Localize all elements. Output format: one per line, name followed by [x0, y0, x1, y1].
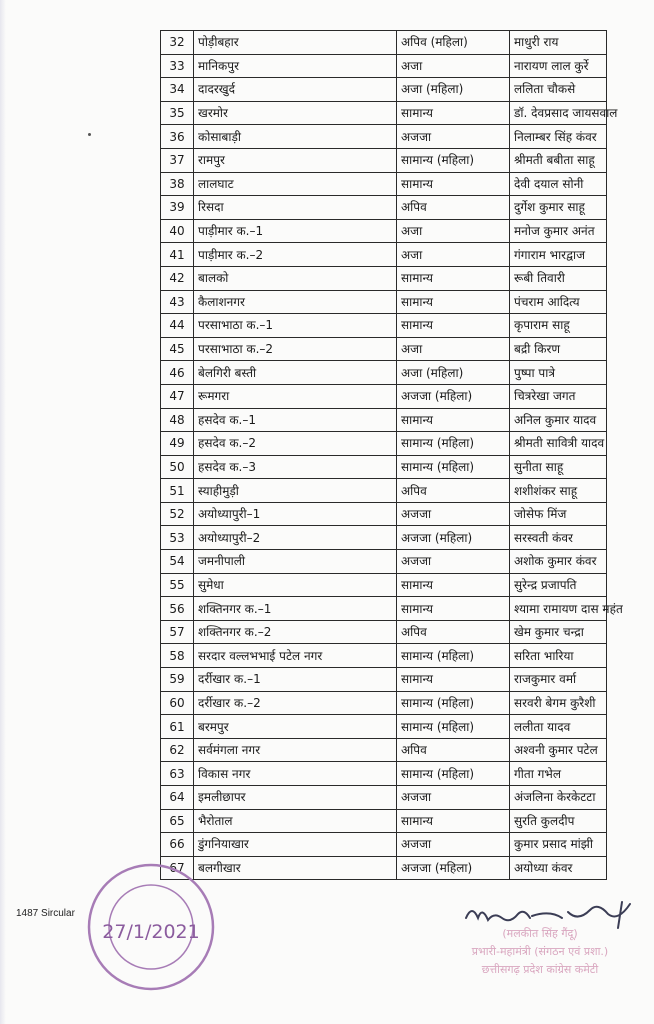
ward-name-cell: अयोध्यापुरी–1	[194, 502, 397, 526]
candidate-name-cell: मनोज कुमार अनंत	[510, 219, 607, 243]
reservation-category-cell: अपिव	[397, 620, 510, 644]
reservation-category-cell: सामान्य (महिला)	[397, 432, 510, 456]
ward-reservation-table	[160, 30, 623, 880]
candidate-name-cell: कुमार प्रसाद मांझी	[510, 833, 607, 857]
reservation-category-cell: अजा (महिला)	[397, 361, 510, 385]
stray-mark	[88, 133, 91, 136]
serial-number-cell: 33	[161, 54, 194, 78]
table-body	[161, 31, 623, 880]
ward-name-cell: दर्रीखार क.–1	[194, 668, 397, 692]
serial-number-cell: 49	[161, 432, 194, 456]
table-row	[161, 172, 607, 196]
candidate-name-cell: श्यामा रामायण दास महंत	[510, 597, 607, 621]
candidate-name-cell: खेम कुमार चन्द्रा	[510, 620, 607, 644]
document-reference-note: 1487 Sircular	[16, 908, 75, 919]
candidate-name-cell: सुरति कुलदीप	[510, 809, 607, 833]
candidate-name-cell: पुष्पा पात्रे	[510, 361, 607, 385]
table-row	[161, 715, 607, 739]
serial-number-cell: 43	[161, 290, 194, 314]
candidate-name-cell: जोसेफ मिंज	[510, 502, 607, 526]
serial-number-cell: 61	[161, 715, 194, 739]
ward-name-cell: हसदेव क.–2	[194, 432, 397, 456]
serial-number-cell: 46	[161, 361, 194, 385]
table-row	[161, 54, 607, 78]
ward-name-cell: डुंगनियाखार	[194, 833, 397, 857]
ward-name-cell: कैलाशनगर	[194, 290, 397, 314]
table-row	[161, 432, 607, 456]
ward-name-cell: बालको	[194, 266, 397, 290]
reservation-category-cell: सामान्य	[397, 101, 510, 125]
table-row	[161, 384, 607, 408]
reservation-category-cell: अजा	[397, 54, 510, 78]
candidate-name-cell: सरवरी बेगम कुरैशी	[510, 691, 607, 715]
serial-number-cell: 58	[161, 644, 194, 668]
reservation-category-cell: सामान्य	[397, 266, 510, 290]
table-row	[161, 691, 607, 715]
serial-number-cell: 39	[161, 196, 194, 220]
table-row	[161, 361, 607, 385]
serial-number-cell: 41	[161, 243, 194, 267]
reservation-category-cell: सामान्य (महिला)	[397, 691, 510, 715]
table-row	[161, 526, 607, 550]
ward-name-cell: बेलगिरी बस्ती	[194, 361, 397, 385]
table-row	[161, 856, 607, 880]
ward-name-cell: रूमगरा	[194, 384, 397, 408]
candidate-name-cell: चित्ररेखा जगत	[510, 384, 607, 408]
candidate-name-cell: शशीशंकर साहू	[510, 479, 607, 503]
table-row	[161, 597, 607, 621]
serial-number-cell: 56	[161, 597, 194, 621]
table-row	[161, 148, 607, 172]
table-row	[161, 196, 607, 220]
reservation-category-cell: अजजा	[397, 833, 510, 857]
signatory-designation: प्रभारी-महामंत्री (संगठन एवं प्रशा.)	[471, 945, 609, 958]
candidate-name-cell: गंगाराम भारद्वाज	[510, 243, 607, 267]
ward-name-cell: हसदेव क.–1	[194, 408, 397, 432]
reservation-category-cell: अजजा (महिला)	[397, 856, 510, 880]
reservation-category-cell: अजा	[397, 243, 510, 267]
reservation-category-cell: सामान्य	[397, 573, 510, 597]
reservation-category-cell: अजजा (महिला)	[397, 384, 510, 408]
serial-number-cell: 36	[161, 125, 194, 149]
ward-name-cell: सुमेधा	[194, 573, 397, 597]
ward-name-cell: पाड़ीमार क.–2	[194, 243, 397, 267]
ward-name-cell: जमनीपाली	[194, 550, 397, 574]
serial-number-cell: 65	[161, 809, 194, 833]
serial-number-cell: 52	[161, 502, 194, 526]
candidate-name-cell: अश्वनी कुमार पटेल	[510, 738, 607, 762]
reservation-category-cell: अजजा	[397, 786, 510, 810]
reservation-category-cell: सामान्य (महिला)	[397, 455, 510, 479]
serial-number-cell: 44	[161, 314, 194, 338]
candidate-name-cell: कृपाराम साहू	[510, 314, 607, 338]
table-row	[161, 219, 607, 243]
candidate-name-cell: नारायण लाल कुर्रे	[510, 54, 607, 78]
candidate-name-cell: रूबी तिवारी	[510, 266, 607, 290]
reservation-category-cell: अपिव	[397, 479, 510, 503]
serial-number-cell: 38	[161, 172, 194, 196]
ward-name-cell: दर्रीखार क.–2	[194, 691, 397, 715]
candidate-name-cell: अनिल कुमार यादव	[510, 408, 607, 432]
reservation-category-cell: अपिव	[397, 196, 510, 220]
table-row	[161, 502, 607, 526]
candidate-name-cell: निलाम्बर सिंह कंवर	[510, 125, 607, 149]
serial-number-cell: 67	[161, 856, 194, 880]
reservation-category-cell: अपिव	[397, 738, 510, 762]
serial-number-cell: 34	[161, 78, 194, 102]
ward-name-cell: सर्वमंगला नगर	[194, 738, 397, 762]
table-row	[161, 78, 607, 102]
reservation-category-cell: सामान्य	[397, 172, 510, 196]
serial-number-cell: 54	[161, 550, 194, 574]
table-row	[161, 809, 607, 833]
ward-name-cell: भैरोताल	[194, 809, 397, 833]
candidate-name-cell: गीता गभेल	[510, 762, 607, 786]
signatory-name: (मलकीत सिंह गैंदू)	[502, 927, 578, 940]
reservation-category-cell: अजजा	[397, 550, 510, 574]
serial-number-cell: 45	[161, 337, 194, 361]
candidate-name-cell: सरस्वती कंवर	[510, 526, 607, 550]
table-row	[161, 738, 607, 762]
serial-number-cell: 35	[161, 101, 194, 125]
table-row	[161, 266, 607, 290]
ward-name-cell: दादरखुर्द	[194, 78, 397, 102]
reservation-category-cell: सामान्य	[397, 290, 510, 314]
table-row	[161, 762, 607, 786]
table-row	[161, 620, 607, 644]
reservation-category-cell: सामान्य (महिला)	[397, 762, 510, 786]
table-row	[161, 455, 607, 479]
table-row	[161, 479, 607, 503]
stamp-date: 27/1/2021	[102, 921, 200, 943]
candidate-name-cell: ललिता चौकसे	[510, 78, 607, 102]
table-row	[161, 408, 607, 432]
ward-name-cell: विकास नगर	[194, 762, 397, 786]
serial-number-cell: 48	[161, 408, 194, 432]
ward-name-cell: शक्तिनगर क.–2	[194, 620, 397, 644]
reservation-category-cell: अजजा	[397, 125, 510, 149]
candidate-name-cell: ललीता यादव	[510, 715, 607, 739]
table-row	[161, 31, 607, 55]
ward-name-cell: हसदेव क.–3	[194, 455, 397, 479]
serial-number-cell: 47	[161, 384, 194, 408]
table-row	[161, 550, 607, 574]
candidate-name-cell: अयोध्या कंवर	[510, 856, 607, 880]
serial-number-cell: 59	[161, 668, 194, 692]
ward-name-cell: इमलीछापर	[194, 786, 397, 810]
reservation-category-cell: अजा (महिला)	[397, 78, 510, 102]
reservation-category-cell: सामान्य	[397, 408, 510, 432]
serial-number-cell: 55	[161, 573, 194, 597]
candidate-name-cell: दुर्गेश कुमार साहू	[510, 196, 607, 220]
reservation-category-cell: सामान्य (महिला)	[397, 148, 510, 172]
serial-number-cell: 40	[161, 219, 194, 243]
ward-name-cell: सरदार वल्लभभाई पटेल नगर	[194, 644, 397, 668]
reservation-category-cell: सामान्य (महिला)	[397, 715, 510, 739]
ward-name-cell: खरमोर	[194, 101, 397, 125]
reservation-category-cell: सामान्य	[397, 597, 510, 621]
candidate-name-cell: राजकुमार वर्मा	[510, 668, 607, 692]
ward-name-cell: मानिकपुर	[194, 54, 397, 78]
candidate-name-cell: श्रीमती सावित्री यादव	[510, 432, 607, 456]
ward-name-cell: परसाभाठा क.–1	[194, 314, 397, 338]
ward-name-cell: रिसदा	[194, 196, 397, 220]
serial-number-cell: 53	[161, 526, 194, 550]
candidate-name-cell: सरिता भारिया	[510, 644, 607, 668]
serial-number-cell: 50	[161, 455, 194, 479]
ward-name-cell: कोसाबाड़ी	[194, 125, 397, 149]
reservation-category-cell: अपिव (महिला)	[397, 31, 510, 55]
candidate-name-cell: अशोक कुमार कंवर	[510, 550, 607, 574]
reservation-category-cell: सामान्य (महिला)	[397, 644, 510, 668]
serial-number-cell: 66	[161, 833, 194, 857]
serial-number-cell: 63	[161, 762, 194, 786]
ward-name-cell: पाड़ीमार क.–1	[194, 219, 397, 243]
ward-name-cell: परसाभाठा क.–2	[194, 337, 397, 361]
candidate-name-cell: माधुरी राय	[510, 31, 607, 55]
reservation-category-cell: अजजा (महिला)	[397, 526, 510, 550]
reservation-category-cell: सामान्य	[397, 314, 510, 338]
table-row	[161, 125, 607, 149]
serial-number-cell: 60	[161, 691, 194, 715]
page-edge-shadow	[0, 0, 6, 1024]
ward-name-cell: बलगीखार	[194, 856, 397, 880]
candidate-name-cell: सुनीता साहू	[510, 455, 607, 479]
serial-number-cell: 37	[161, 148, 194, 172]
candidate-name-cell: अंजलिना केरकेटटा	[510, 786, 607, 810]
candidate-name-cell: देवी दयाल सोनी	[510, 172, 607, 196]
candidate-name-cell: श्रीमती बबीता साहू	[510, 148, 607, 172]
reservation-category-cell: अजा	[397, 337, 510, 361]
reservation-category-cell: सामान्य	[397, 668, 510, 692]
serial-number-cell: 62	[161, 738, 194, 762]
candidate-name-cell: डॉ. देवप्रसाद जायसवाल	[510, 101, 607, 125]
ward-name-cell: लालघाट	[194, 172, 397, 196]
table-row	[161, 314, 607, 338]
candidate-name-cell: बद्री किरण	[510, 337, 607, 361]
serial-number-cell: 64	[161, 786, 194, 810]
serial-number-cell: 51	[161, 479, 194, 503]
ward-name-cell: रामपुर	[194, 148, 397, 172]
table-row	[161, 101, 607, 125]
table-row	[161, 786, 607, 810]
table-row	[161, 833, 607, 857]
table-row	[161, 644, 607, 668]
table-row	[161, 290, 607, 314]
signature-block	[430, 925, 650, 979]
table-row	[161, 243, 607, 267]
serial-number-cell: 32	[161, 31, 194, 55]
ward-name-cell: अयोध्यापुरी–2	[194, 526, 397, 550]
candidate-name-cell: पंचराम आदित्य	[510, 290, 607, 314]
serial-number-cell: 57	[161, 620, 194, 644]
reservation-category-cell: अजजा	[397, 502, 510, 526]
official-stamp	[84, 860, 218, 994]
serial-number-cell: 42	[161, 266, 194, 290]
signatory-office: छत्तीसगढ़ प्रदेश कांग्रेस कमेटी	[481, 963, 599, 976]
table-row	[161, 668, 607, 692]
ward-name-cell: बरमपुर	[194, 715, 397, 739]
reservation-category-cell: सामान्य	[397, 809, 510, 833]
candidate-name-cell: सुरेन्द्र प्रजापति	[510, 573, 607, 597]
ward-name-cell: पोड़ीबहार	[194, 31, 397, 55]
reservation-category-cell: अजा	[397, 219, 510, 243]
ward-name-cell: शक्तिनगर क.–1	[194, 597, 397, 621]
table-row	[161, 573, 607, 597]
table-row	[161, 337, 607, 361]
ward-name-cell: स्याहीमुड़ी	[194, 479, 397, 503]
